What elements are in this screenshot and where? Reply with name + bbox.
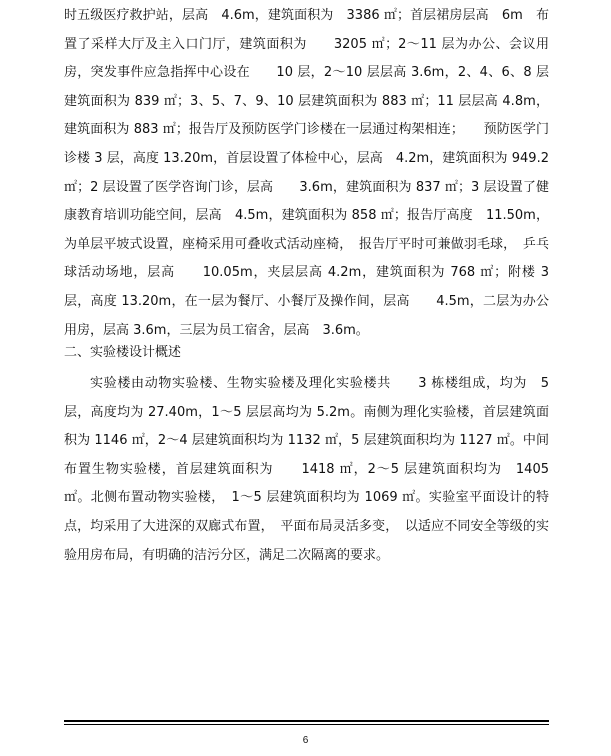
footer-rule-thin	[64, 724, 549, 725]
body-paragraph-building-details: 时五级医疗救护站，层高 4.6m，建筑面积为 3386 ㎡；首层裙房层高 6m 布置了采样大厅及主入口门厅，建筑面积为 3205 ㎡；2～11 层为办公、会议用房，突发事件应急指挥中心设在 10 层，2～10 层层高 3.6m，2、4、6、8 层建筑面积为 839 ㎡；3、5、7、9、10 层建筑面积为 883 ㎡；11 层层高 4.8m，建筑面积为 883 ㎡；报告厅及预防医学门诊楼在一层通过构架相连； 预防医学门诊楼 3 层，高度 13.20m，首层设置了体检中心，层高 4.2m，建筑面积为 949.2 ㎡；2 层设置了医学咨询门诊，层高 3.6m，建筑面积为 837 ㎡；3 层设置了健康教育培训功能空间，层高 4.5m，建筑面积为 858 ㎡；报告厅高度 11.50m，为单层平坡式设置，座椅采用可叠收式活动座椅， 报告厅平时可兼做羽毛球， 乒乓球活动场地，层高 10.05m，夹层层高 4.2m，建筑面积为 768 ㎡；附楼 3 层，高度 13.20m，在一层为餐厅、小餐厅及操作间，层高 4.5m，二层为办公用房，层高 3.6m，三层为员工宿舍，层高 3.6m。	[64, 8, 549, 338]
section-heading-lab-building-overview: 二、实验楼设计概述	[64, 345, 182, 360]
body-paragraph-lab-buildings: 实验楼由动物实验楼、生物实验楼及理化实验楼共 3 栋楼组成，均为 5 层，高度均为 27.40m，1～5 层层高均为 5.2m。南侧为理化实验楼，首层建筑面积为 1146 ㎡，2～4 层建筑面积均为 1132 ㎡，5 层建筑面积均为 1127 ㎡。中间布置生物实验楼，首层建筑面积为 1418 ㎡，2～5 层建筑面积均为 1405 ㎡。北侧布置动物实验楼， 1～5 层建筑面积均为 1069 ㎡。实验室平面设计的特点，均采用了大进深的双廊式布置， 平面布局灵活多变， 以适应不同安全等级的实验用房布局，有明确的洁污分区，满足二次隔离的要求。	[64, 376, 549, 563]
page-number: 6	[302, 735, 309, 746]
footer-rule-thick	[64, 720, 549, 722]
